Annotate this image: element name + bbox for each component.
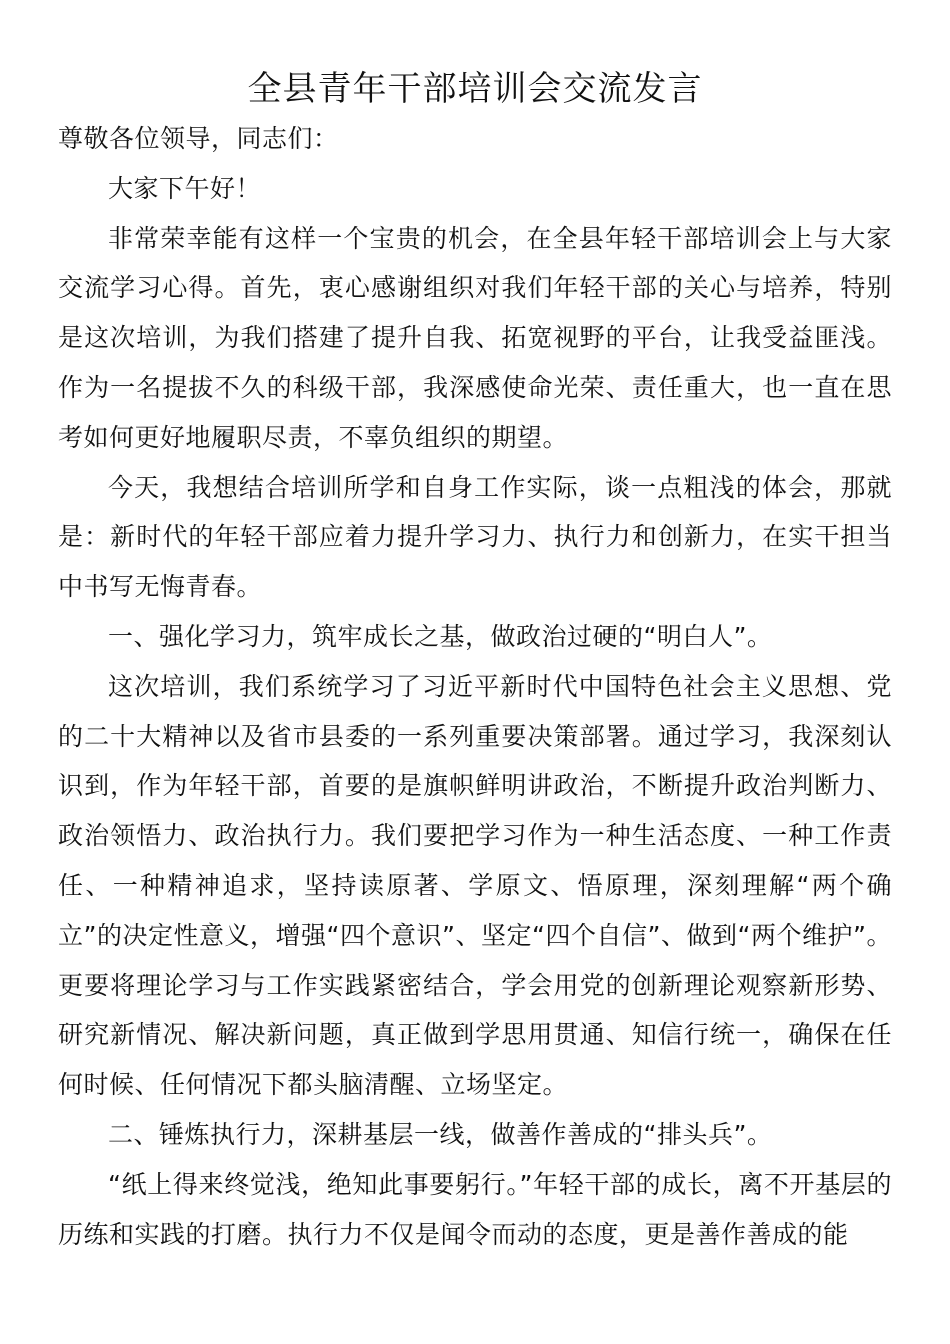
theme-paragraph: 今天，我想结合培训所学和自身工作实际，谈一点粗浅的体会，那就是：新时代的年轻干部应着力提升学习力、执行力和创新力，在实干担当中书写无悔青春。	[58, 472, 892, 602]
document-body	[58, 114, 892, 1259]
intro-paragraph: 非常荣幸能有这样一个宝贵的机会，在全县年轻干部培训会上与大家交流学习心得。首先，衷心感谢组织对我们年轻干部的关心与培养，特别是这次培训，为我们搭建了提升自我、拓宽视野的平台，让我受益匪浅。作为一名提拔不久的科级干部，我深感使命光荣、责任重大，也一直在思考如何更好地履职尽责，不辜负组织的期望。	[58, 223, 892, 452]
greeting-paragraph: 大家下午好！	[108, 173, 262, 203]
section-2-paragraph: “纸上得来终觉浅，绝知此事要躬行。”年轻干部的成长，离不开基层的历练和实践的打磨。执行力不仅是闻令而动的态度，更是善作善成的能	[58, 1169, 892, 1249]
section-heading-1: 一、强化学习力，筑牢成长之基，做政治过硬的“明白人”。	[108, 621, 773, 651]
section-heading-2: 二、锤炼执行力，深耕基层一线，做善作善成的“排头兵”。	[108, 1119, 773, 1149]
document-title: 全县青年干部培训会交流发言	[247, 69, 703, 109]
salutation: 尊敬各位领导，同志们：	[58, 124, 339, 153]
section-1-paragraph: 这次培训，我们系统学习了习近平新时代中国特色社会主义思想、党的二十大精神以及省市县委的一系列重要决策部署。通过学习，我深刻认识到，作为年轻干部，首要的是旗帜鲜明讲政治，不断提升政治判断力、政治领悟力、政治执行力。我们要把学习作为一种生活态度、一种工作责任、一种精神追求，坚持读原著、学原文、悟原理，深刻理解“两个确立”的决定性意义，增强“四个意识”、坚定“四个自信”、做到“两个维护”。更要将理论学习与工作实践紧密结合，学会用党的创新理论观察新形势、研究新情况、解决新问题，真正做到学思用贯通、知信行统一，确保在任何时候、任何情况下都头脑清醒、立场坚定。	[58, 671, 892, 1100]
